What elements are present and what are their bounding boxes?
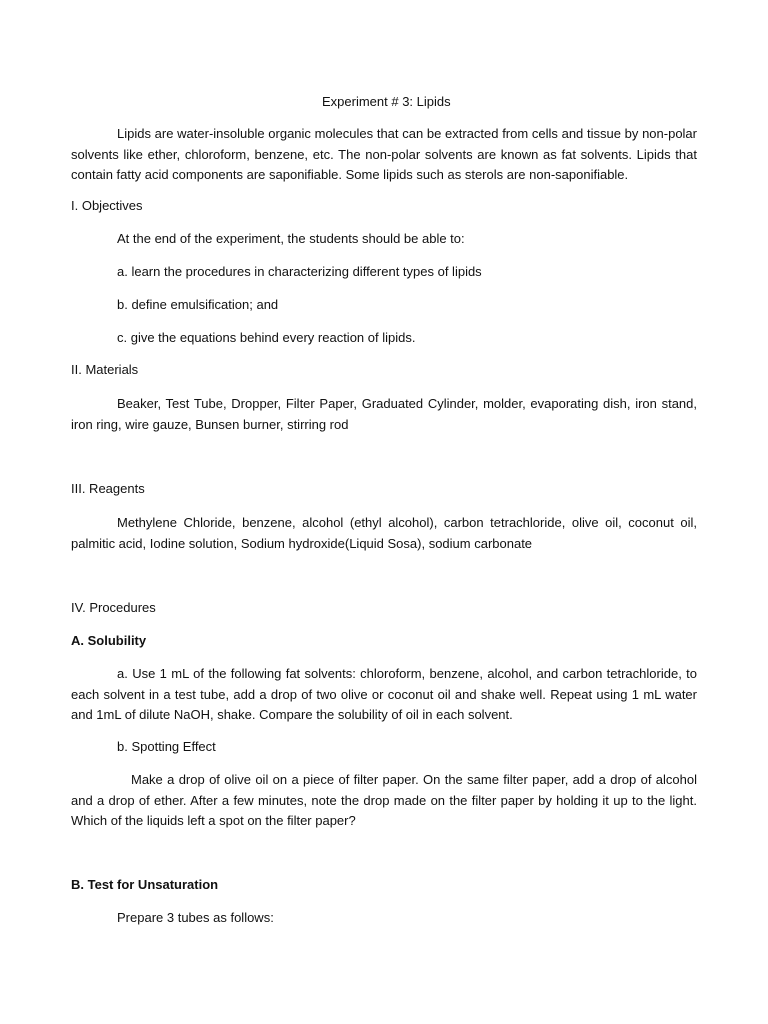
unsaturation-heading: B. Test for Unsaturation [71, 877, 219, 892]
materials-paragraph: Beaker, Test Tube, Dropper, Filter Paper, Graduated Cylinder, molder, evaporating dish, iron stand, iron ring, wire gauze, Bunsen burner, stirring rod [71, 396, 697, 432]
objective-item: c. give the equations behind every reaction of lipids. [117, 330, 416, 345]
objective-item: b. define emulsification; and [117, 297, 279, 312]
intro-paragraph: Lipids are water-insoluble organic molecules that can be extracted from cells and tissue by non-polar solvents like ether, chloroform, benzene, etc. The non-polar solvents are known as fat solvents. Lipids that contain fatty acid components are saponifiable. Some lipids such as sterols are non-saponifiable. [71, 126, 697, 182]
document-title: Experiment # 3: Lipids [322, 94, 451, 109]
unsaturation-lead: Prepare 3 tubes as follows: [117, 910, 274, 925]
materials-heading: II. Materials [71, 362, 139, 377]
reagents-heading: III. Reagents [71, 481, 145, 496]
objectives-lead: At the end of the experiment, the students should be able to: [117, 231, 465, 246]
objectives-heading: I. Objectives [71, 198, 143, 213]
reagents-paragraph: Methylene Chloride, benzene, alcohol (ethyl alcohol), carbon tetrachloride, olive oil, coconut oil, palmitic acid, Iodine solution, Sodium hydroxide(Liquid Sosa), sodium carbonate [71, 515, 697, 551]
spotting-effect-paragraph: Make a drop of olive oil on a piece of filter paper. On the same filter paper, add a drop of alcohol and a drop of ether. After a few minutes, note the drop made on the filter paper by holding it up to the light. Which of the liquids left a spot on the filter paper? [71, 772, 697, 828]
objective-item: a. learn the procedures in characterizing different types of lipids [117, 264, 482, 279]
procedures-heading: IV. Procedures [71, 600, 156, 615]
spotting-effect-heading: b. Spotting Effect [117, 739, 216, 754]
solubility-step-a: a. Use 1 mL of the following fat solvents: chloroform, benzene, alcohol, and carbon tetrachloride, to each solvent in a test tube, add a drop of two olive or coconut oil and shake well. Repeat using 1 mL water and 1mL of dilute NaOH, shake. Compare the solubility of oil in each solvent. [71, 666, 697, 722]
solubility-heading: A. Solubility [71, 633, 147, 648]
